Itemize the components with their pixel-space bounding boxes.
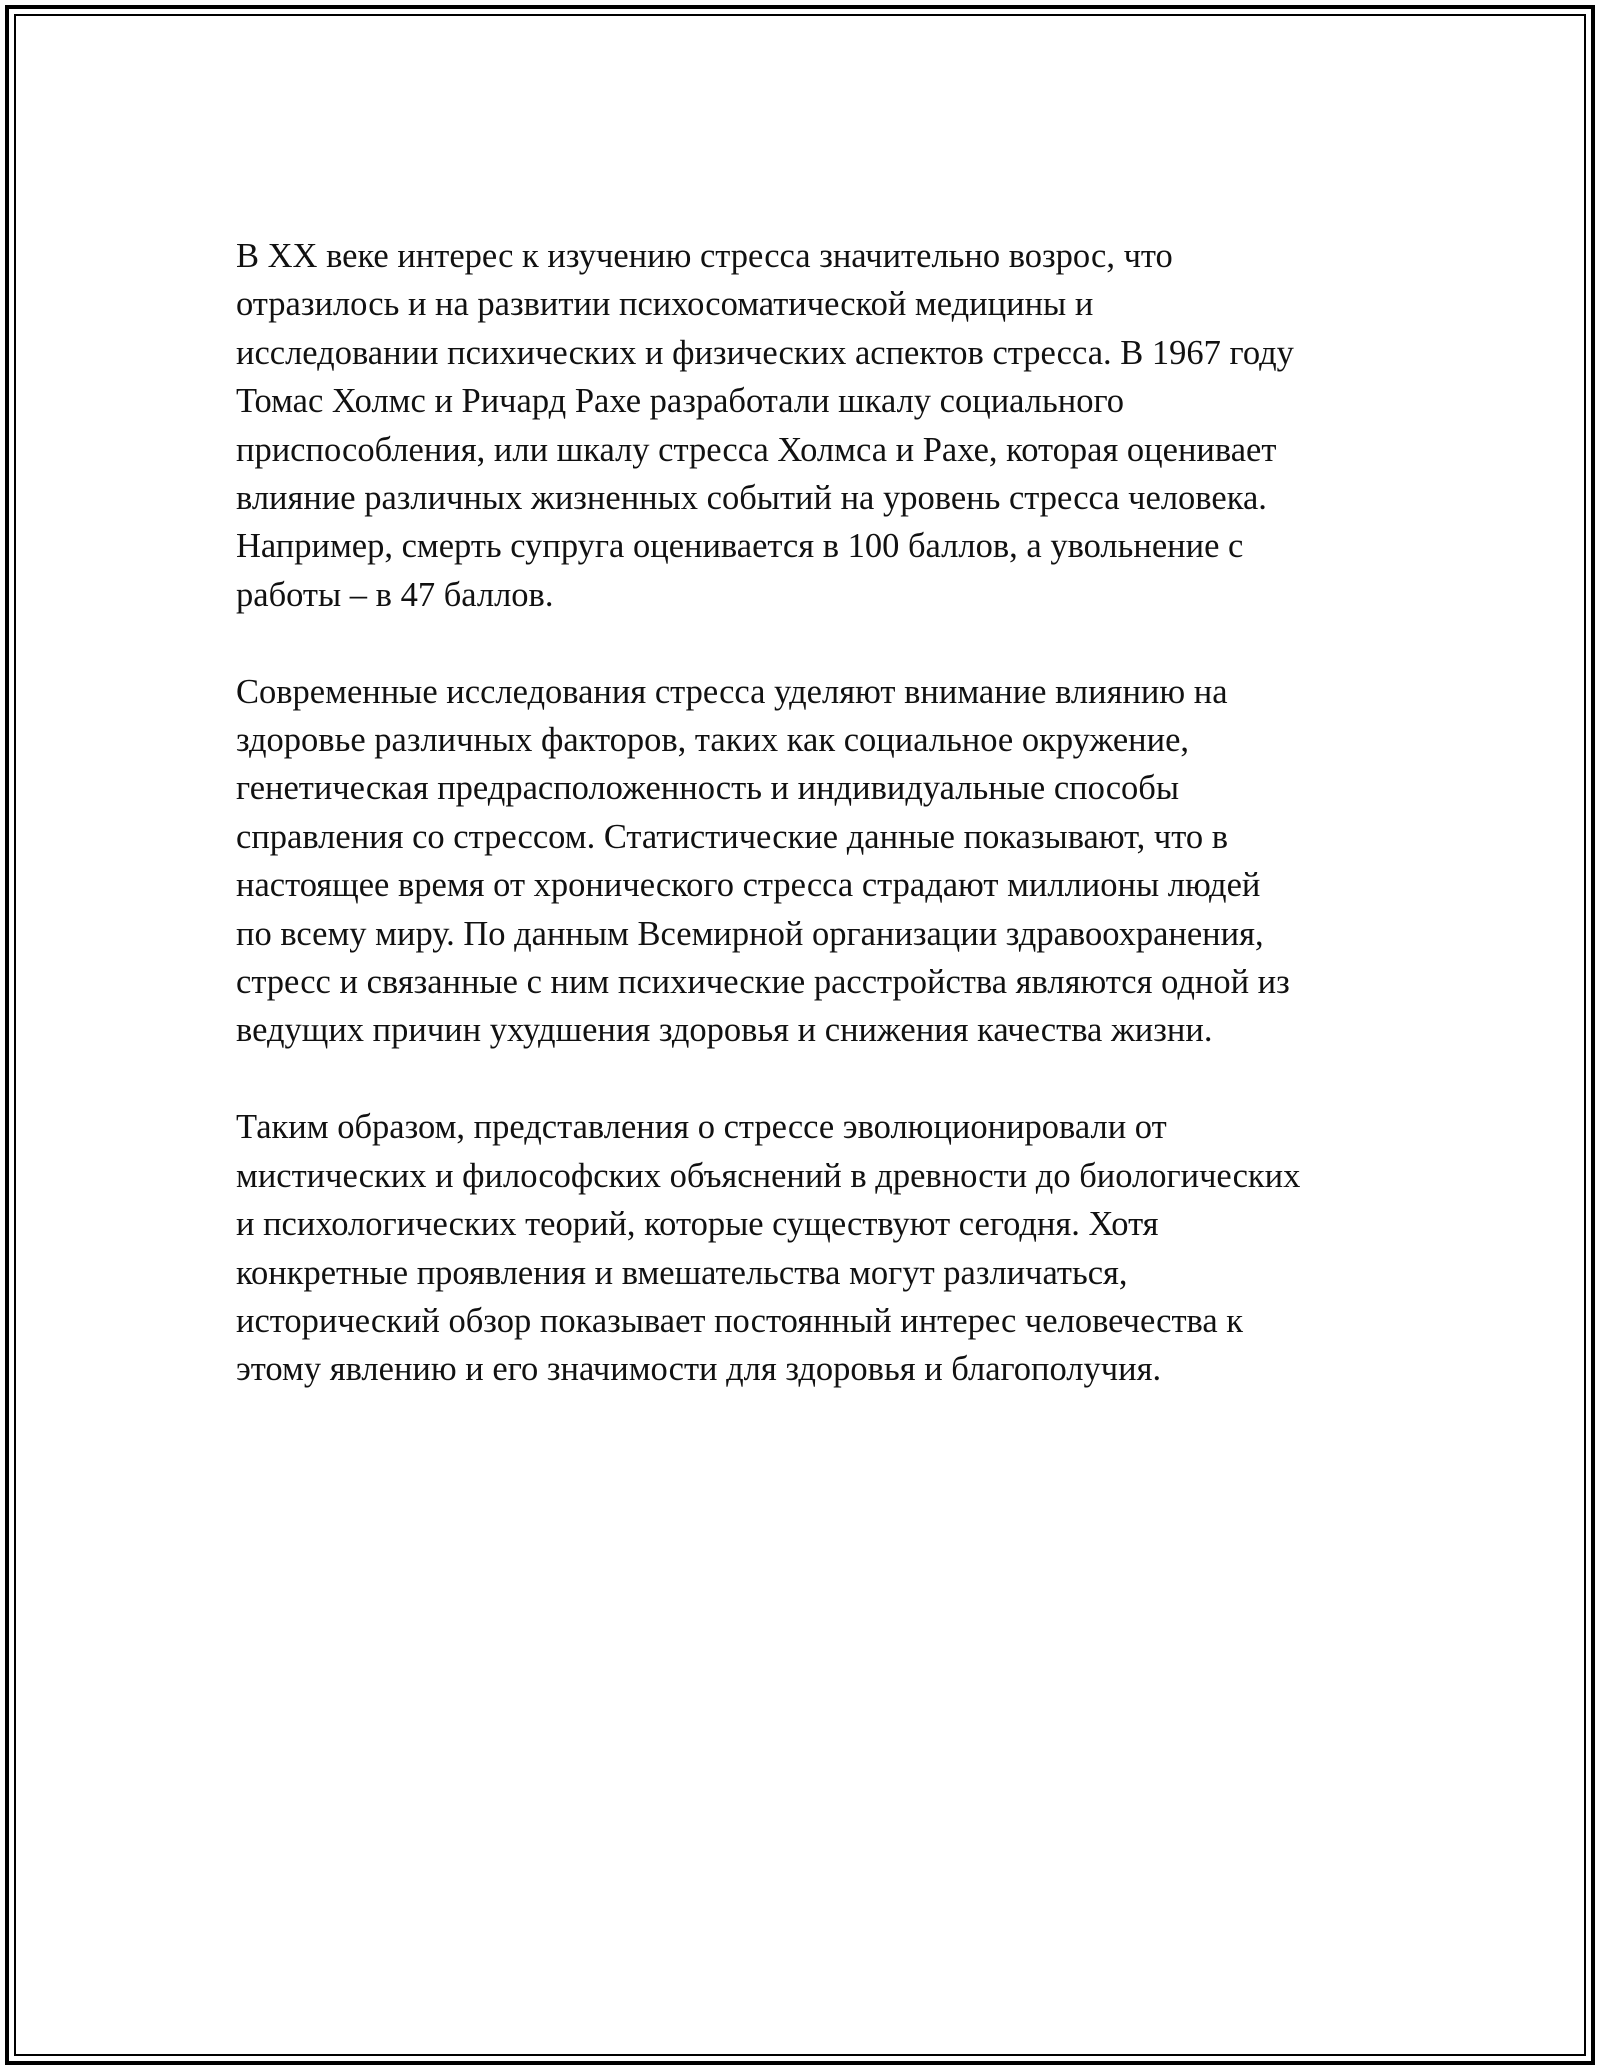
- paragraph-conclusion: [236, 1103, 1386, 1393]
- text-line: приспособления, или шкалу стресса Холмса и Рахе, которая оценивает: [236, 430, 1277, 469]
- text-line: Томас Холмс и Ричард Рахе разработали шкалу социального: [236, 382, 1124, 421]
- text-line: мистических и философских объяснений в древности до биологических: [236, 1156, 1301, 1195]
- text-line: справления со стрессом. Статистические данные показывают, что в: [236, 817, 1229, 856]
- paragraph-holmes-rahe-scale: [236, 232, 1386, 619]
- text-line: работы – в 47 баллов.: [236, 575, 554, 614]
- text-line: исследовании психических и физических аспектов стресса. В 1967 году: [236, 333, 1294, 372]
- text-line: по всему миру. По данным Всемирной организации здравоохранения,: [236, 914, 1264, 953]
- text-line: стресс и связанные с ним психические расстройства являются одной из: [236, 963, 1290, 1002]
- text-line: влияние различных жизненных событий на уровень стресса человека.: [236, 479, 1267, 518]
- text-line: здоровье различных факторов, таких как социальное окружение,: [236, 721, 1190, 760]
- text-line: конкретные проявления и вмешательства могут различаться,: [236, 1253, 1128, 1292]
- document-body: [236, 232, 1386, 1442]
- text-line: Таким образом, представления о стрессе эволюционировали от: [236, 1108, 1167, 1147]
- text-line: и психологических теорий, которые существуют сегодня. Хотя: [236, 1205, 1159, 1244]
- text-line: этому явлению и его значимости для здоровья и благополучия.: [236, 1350, 1162, 1389]
- text-line: исторический обзор показывает постоянный интерес человечества к: [236, 1301, 1244, 1340]
- text-line: генетическая предрасположенность и индивидуальные способы: [236, 769, 1180, 808]
- text-line: В XX веке интерес к изучению стресса значительно возрос, что: [236, 237, 1173, 275]
- text-line: настоящее время от хронического стресса страдают миллионы людей: [236, 866, 1261, 905]
- text-line: отразилось и на развитии психосоматической медицины и: [236, 285, 1094, 324]
- text-line: Современные исследования стресса уделяют внимание влиянию на: [236, 672, 1228, 711]
- text-line: ведущих причин ухудшения здоровья и снижения качества жизни.: [236, 1011, 1213, 1050]
- paragraph-modern-research: [236, 668, 1386, 1055]
- text-line: Например, смерть супруга оценивается в 100 баллов, а увольнение с: [236, 527, 1244, 566]
